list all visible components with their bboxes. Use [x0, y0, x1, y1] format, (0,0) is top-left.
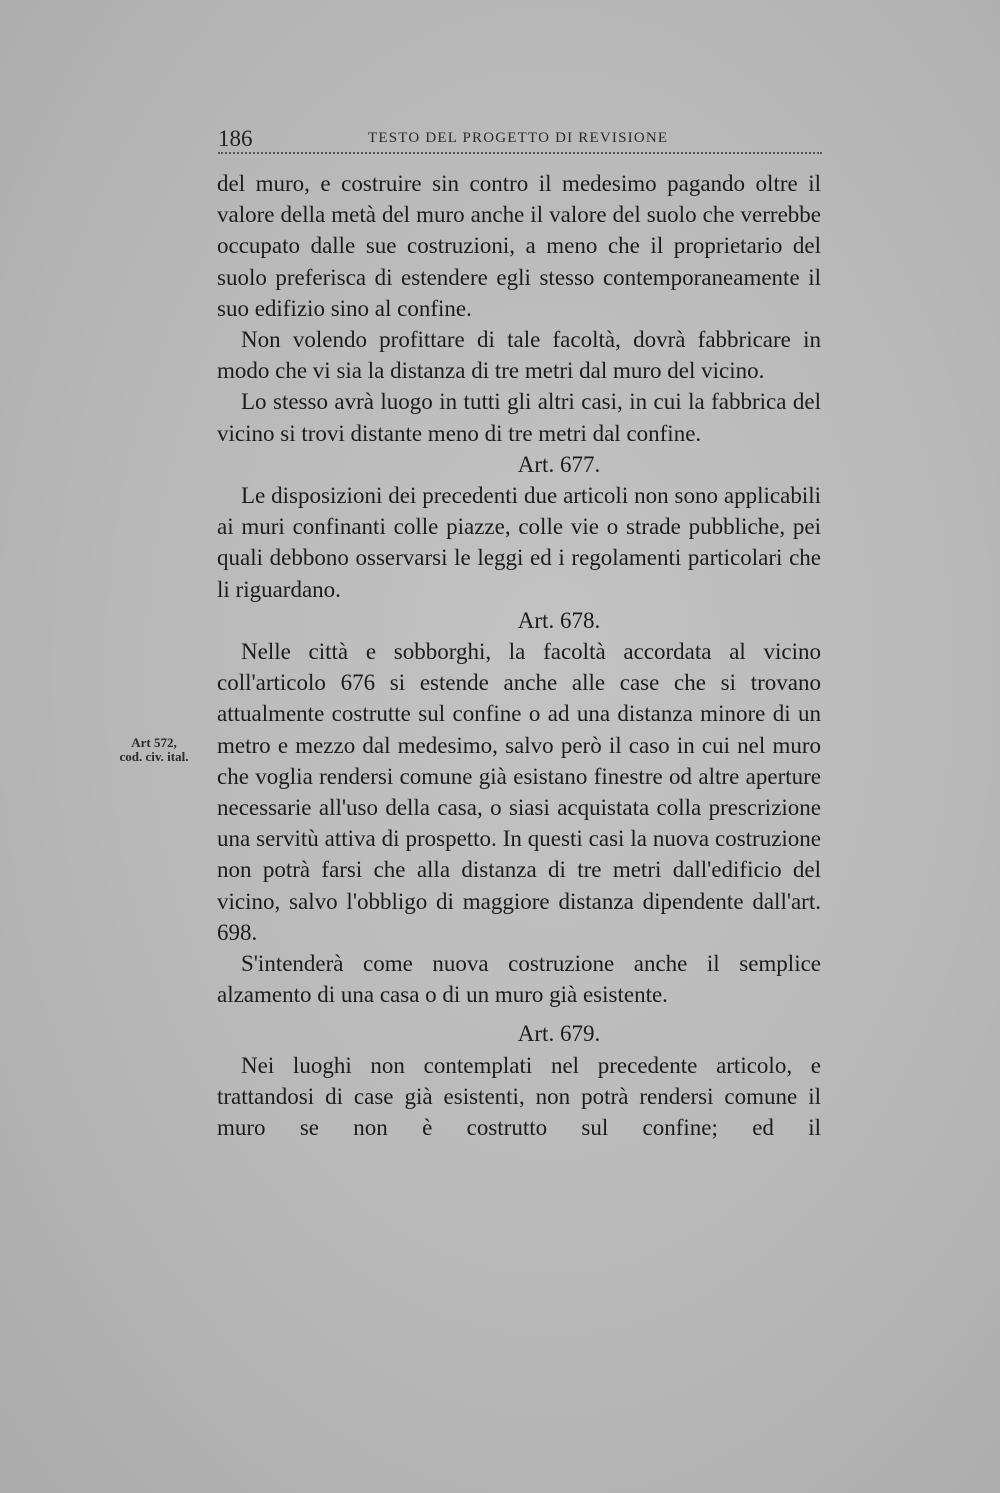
margin-note — [100, 736, 208, 764]
paragraph: Non volendo profittare di tale facoltà, dovrà fabbricare in modo che vi sia la distanza di tre metri dal muro del vicino. — [217, 327, 821, 384]
margin-note-line-1: Art 572, — [131, 735, 177, 750]
article-679-text: Nei luoghi non contemplati nel precedente articolo, e trattandosi di case già esistenti, non potrà rendersi comune il muro se non è costrutto sul confine; ed il — [217, 1052, 821, 1141]
article-heading-679: Art. 679. — [517, 1021, 601, 1047]
page-number: 186 — [218, 126, 253, 151]
article-677-text: Le disposizioni dei precedenti due articoli non sono applicabili ai muri confinanti colle piazze, colle vie o strade pubbliche, pei quali debbono osservarsi le leggi ed i regolamenti particolari che li riguardano. — [217, 483, 821, 602]
running-title: TESTO DEL PROGETTO DI REVISIONE — [368, 130, 669, 146]
body-text — [217, 168, 821, 1143]
article-heading-678: Art. 678. — [517, 607, 601, 633]
margin-note-line-2: cod. civ. ital. — [119, 749, 189, 764]
header-rule — [218, 152, 822, 154]
article-678-text: Nelle città e sobborghi, la facoltà accordata al vicino coll'articolo 676 si estende anche alle case che si trovano attualmente costrutte sul confine o ad una distanza minore di un metro e mezzo dal medesimo, salvo però il caso in cui nel muro che voglia rendersi comune già esistano finestre od altre aperture necessarie all'uso della casa, o siasi acquistata colla prescrizione una servitù attiva di prospetto. In questi casi la nuova costruzione non potrà farsi che alla distanza di tre metri dall'edificio del vicino, salvo l'obbligo di maggiore distanza dipendente dall'art. 698. — [217, 639, 821, 945]
page-header — [218, 126, 822, 152]
article-678-text-2: S'intenderà come nuova costruzione anche il semplice alzamento di una casa o di un muro già esistente. — [217, 951, 821, 1008]
paragraph-continuation: del muro, e costruire sin contro il medesimo pagando oltre il valore della metà del muro anche il valore del suolo che verrebbe occupato dalle sue costruzioni, a meno che il proprietario del suolo preferisca di estendere egli stesso contemporaneamente il suo edifizio sino al confine. — [217, 171, 821, 321]
article-heading-677: Art. 677. — [517, 451, 601, 477]
paragraph: Lo stesso avrà luogo in tutti gli altri casi, in cui la fabbrica del vicino si trovi distante meno di tre metri dal confine. — [217, 389, 821, 446]
